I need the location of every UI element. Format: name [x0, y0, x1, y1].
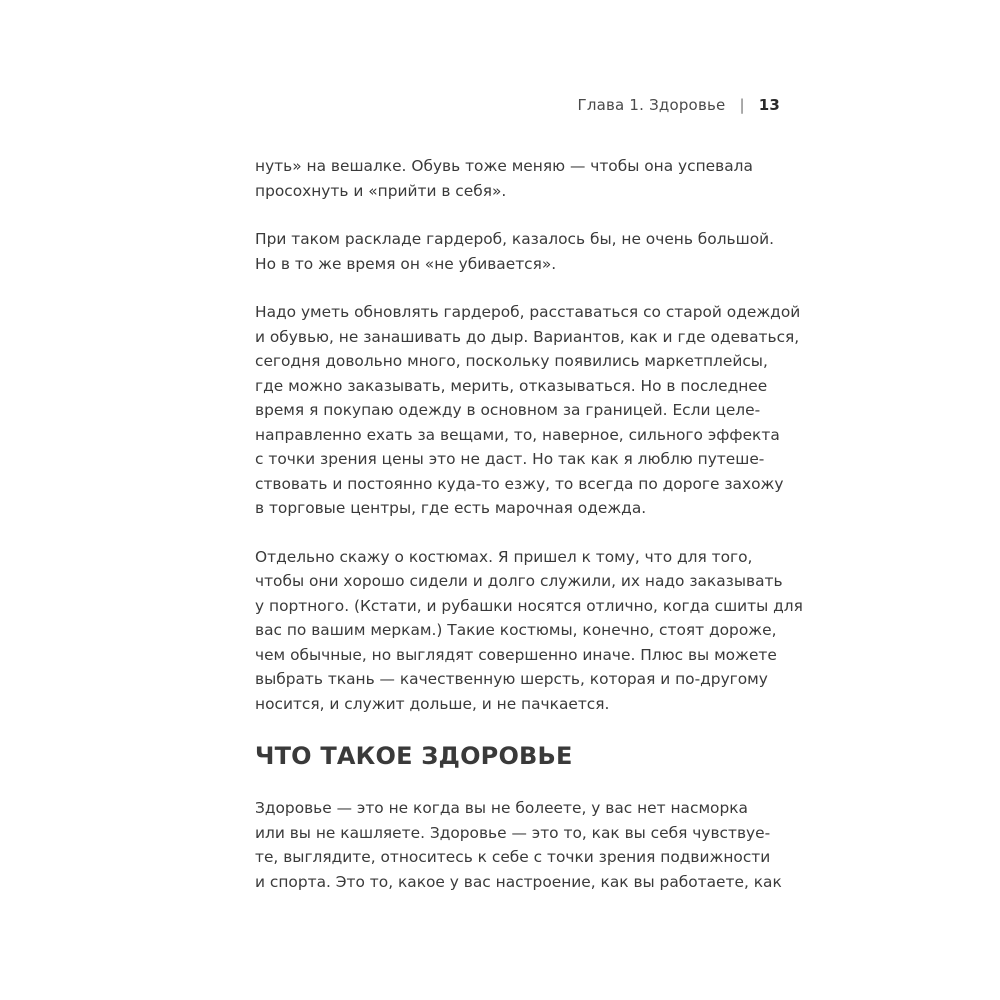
text-line: чтобы они хорошо сидели и долго служили, их надо заказывать	[255, 572, 783, 590]
text-line: Надо уметь обновлять гардероб, расставаться со старой одеждой	[255, 303, 801, 321]
text-line: Отдельно скажу о костюмах. Я пришел к тому, что для того,	[255, 547, 753, 566]
page-number: 13	[758, 96, 780, 114]
text-line: нуть» на вешалке. Обувь тоже меняю — чтобы она успевала	[255, 157, 753, 175]
text-block-after	[255, 796, 782, 894]
chapter-title: Глава 1. Здоровье	[577, 96, 726, 114]
paragraph	[255, 796, 782, 894]
text-line: носится, и служит дольше, и не пачкается.	[255, 694, 610, 713]
text-line: вас по вашим меркам.) Такие костюмы, конечно, стоят дороже,	[255, 621, 777, 639]
text-line: направленно ехать за вещами, то, наверное, сильного эффекта	[255, 425, 780, 444]
section-heading: ЧТО ТАКОЕ ЗДОРОВЬЕ	[255, 742, 573, 770]
text-line: и спорта. Это то, какое у вас настроение, как вы работаете, как	[255, 872, 782, 891]
text-line: время я покупаю одежду в основном за границей. Если целе-	[255, 401, 761, 419]
text-line: или вы не кашляете. Здоровье — это то, как вы себя чувствуе-	[255, 823, 771, 842]
text-line: Здоровье — это не когда вы не болеете, у вас нет насморка	[255, 799, 748, 817]
text-line: с точки зрения цены это не даст. Но так как я люблю путеше-	[255, 450, 765, 468]
text-line: те, выглядите, относитесь к себе с точки зрения подвижности	[255, 848, 771, 866]
text-line: чем обычные, но выглядят совершенно иначе. Плюс вы можете	[255, 645, 777, 664]
running-head	[577, 96, 780, 114]
text-line: у портного. (Кстати, и рубашки носятся отлично, когда сшиты для	[255, 596, 803, 615]
paragraph	[255, 154, 753, 203]
paragraph	[255, 545, 803, 717]
text-line: и обувью, не занашивать до дыр. Вариантов, как и где одеваться,	[255, 327, 800, 346]
text-line: выбрать ткань — качественную шерсть, которая и по-другому	[255, 670, 768, 688]
text-line: где можно заказывать, мерить, отказываться. Но в последнее	[255, 376, 768, 395]
text-line: ствовать и постоянно куда-то езжу, то всегда по дороге захожу	[255, 474, 784, 493]
text-line: сегодня довольно много, поскольку появились маркетплейсы,	[255, 352, 768, 370]
text-block-before	[255, 154, 803, 716]
text-line: При таком раскладе гардероб, казалось бы, не очень большой.	[255, 230, 775, 248]
header-separator: |	[739, 96, 745, 114]
paragraph	[255, 300, 801, 521]
text-line: в торговые центры, где есть марочная одежда.	[255, 499, 647, 517]
paragraph	[255, 227, 775, 276]
page-body	[255, 154, 803, 918]
text-line: Но в то же время он «не убивается».	[255, 254, 557, 273]
text-line: просохнуть и «прийти в себя».	[255, 181, 507, 200]
